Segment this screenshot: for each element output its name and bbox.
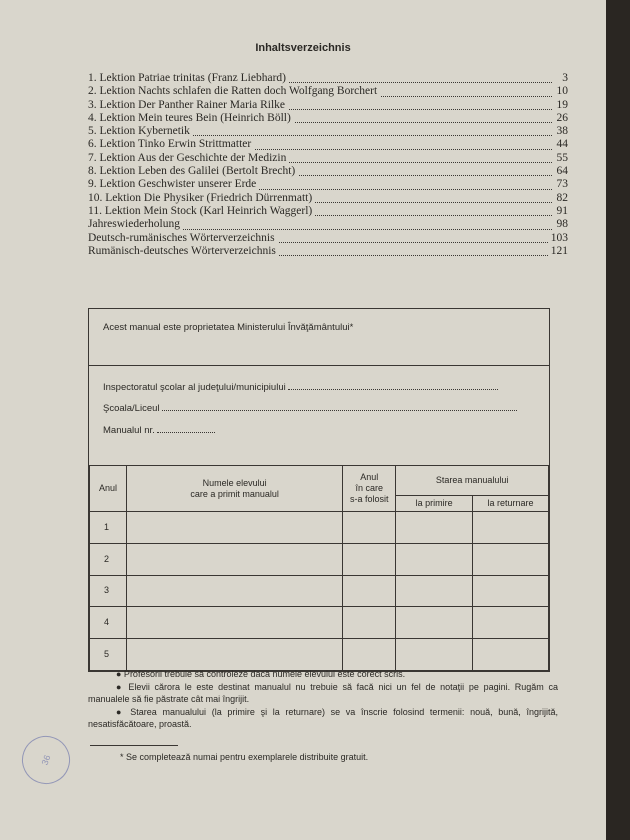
manualul-label: Manualul nr. bbox=[103, 425, 155, 436]
toc-entry-page: 26 bbox=[554, 112, 569, 125]
toc-entry-title: Rumänisch-deutsches Wörterverzeichnis bbox=[88, 245, 279, 257]
header-starea: Starea manualului bbox=[396, 466, 549, 496]
toc-entry bbox=[88, 152, 568, 165]
toc-entry-page: 82 bbox=[554, 192, 569, 205]
toc-entry bbox=[88, 165, 568, 178]
toc-entry bbox=[88, 192, 568, 205]
toc-entry-page: 38 bbox=[554, 125, 569, 138]
manualul-field bbox=[103, 424, 215, 436]
toc-entry-title: 3. Lektion Der Panther Rainer Maria Rilke bbox=[88, 99, 288, 111]
scoala-label: Şcoala/Liceul bbox=[103, 403, 160, 414]
toc-entry-title: 8. Lektion Leben des Galilei (Bertolt Brecht) bbox=[88, 165, 298, 177]
header-la-returnare: la returnare bbox=[473, 496, 549, 512]
footnote: * Se completează numai pentru exemplarele distribuite gratuit. bbox=[120, 752, 369, 762]
table-row: 1 bbox=[90, 512, 549, 544]
toc-entry-page: 3 bbox=[559, 72, 568, 85]
toc-entry bbox=[88, 99, 568, 112]
toc-entry-page: 19 bbox=[554, 99, 569, 112]
toc-entry-page: 73 bbox=[554, 178, 569, 191]
toc-entry-page: 64 bbox=[554, 165, 569, 178]
inspectorat-label: Inspectoratul şcolar al judeţului/municipiului bbox=[103, 382, 286, 393]
instruction-item: ● Profesorii trebuie să controleze dacă numele elevului este corect scris. bbox=[116, 669, 406, 679]
toc-entry bbox=[88, 85, 568, 98]
toc-entry-title: 4. Lektion Mein teures Bein (Heinrich Böll) bbox=[88, 112, 294, 124]
instructions bbox=[88, 668, 558, 731]
toc-entry-title: 9. Lektion Geschwister unserer Erde bbox=[88, 178, 259, 190]
toc-entry-title: 5. Lektion Kybernetik bbox=[88, 125, 193, 137]
scoala-field bbox=[103, 402, 517, 414]
scoala-blank bbox=[162, 402, 517, 411]
owner-statement: Acest manual este proprietatea Ministerului Învăţământului* bbox=[103, 322, 354, 333]
manualul-blank bbox=[157, 424, 215, 433]
toc-entry-page: 121 bbox=[548, 245, 568, 258]
ownership-form bbox=[88, 308, 550, 672]
footnote-divider bbox=[90, 745, 178, 746]
toc-entry-title: 10. Lektion Die Physiker (Friedrich Dürrenmatt) bbox=[88, 192, 315, 204]
toc-entry-title: 7. Lektion Aus der Geschichte der Medizin bbox=[88, 152, 289, 164]
table-row: 2 bbox=[90, 543, 549, 575]
toc-entry-page: 98 bbox=[554, 218, 569, 231]
instruction-item: ● Elevii cărora le este destinat manualul nu trebuie să facă nici un fel de notaţii pe pagini. Rugăm ca manualele să fie păstrate cât mai îngrijit. bbox=[88, 681, 558, 704]
header-la-primire: la primire bbox=[396, 496, 473, 512]
library-stamp: 36 bbox=[15, 729, 77, 791]
toc-entry bbox=[88, 245, 568, 258]
toc-entry-title: 6. Lektion Tinko Erwin Strittmatter bbox=[88, 138, 254, 150]
toc-entry-title: 2. Lektion Nachts schlafen die Ratten doch Wolfgang Borchert bbox=[88, 85, 380, 97]
inspectorat-field bbox=[103, 381, 498, 393]
toc-entry bbox=[88, 72, 568, 85]
toc-entry bbox=[88, 218, 568, 231]
toc-entry-page: 91 bbox=[554, 205, 569, 218]
table-row: 3 bbox=[90, 575, 549, 607]
header-anul: Anul bbox=[90, 466, 127, 512]
toc-entry-page: 10 bbox=[554, 85, 569, 98]
textbook-register-table bbox=[89, 465, 549, 671]
toc-entry bbox=[88, 205, 568, 218]
toc-entry bbox=[88, 232, 568, 245]
toc-entry-title: 1. Lektion Patriae trinitas (Franz Liebhard) bbox=[88, 72, 289, 84]
instruction-item: ● Starea manualului (la primire şi la returnare) se va înscrie folosind termenii: nouă, bună, îngrijită, nesatisfăcătoare, proastă. bbox=[88, 706, 558, 729]
toc-entry bbox=[88, 125, 568, 138]
toc-entry bbox=[88, 112, 568, 125]
toc-entry-page: 55 bbox=[554, 152, 569, 165]
table-row: 4 bbox=[90, 607, 549, 639]
table-row: 5 bbox=[90, 639, 549, 671]
header-numele: Numele elevului care a primit manualul bbox=[126, 466, 342, 512]
header-anul-folosit: Anul în care s-a folosit bbox=[343, 466, 396, 512]
toc-entry-title: Deutsch-rumänisches Wörterverzeichnis bbox=[88, 232, 278, 244]
toc-entry-page: 103 bbox=[548, 232, 568, 245]
inspectorat-blank bbox=[288, 381, 498, 390]
table-of-contents bbox=[88, 72, 568, 258]
form-divider bbox=[89, 365, 549, 366]
toc-entry bbox=[88, 138, 568, 151]
page-title: Inhaltsverzeichnis bbox=[255, 42, 351, 54]
toc-entry bbox=[88, 178, 568, 191]
toc-entry-title: 11. Lektion Mein Stock (Karl Heinrich Waggerl) bbox=[88, 205, 315, 217]
toc-entry-page: 44 bbox=[554, 138, 569, 151]
toc-entry-title: Jahreswiederholung bbox=[88, 218, 183, 230]
